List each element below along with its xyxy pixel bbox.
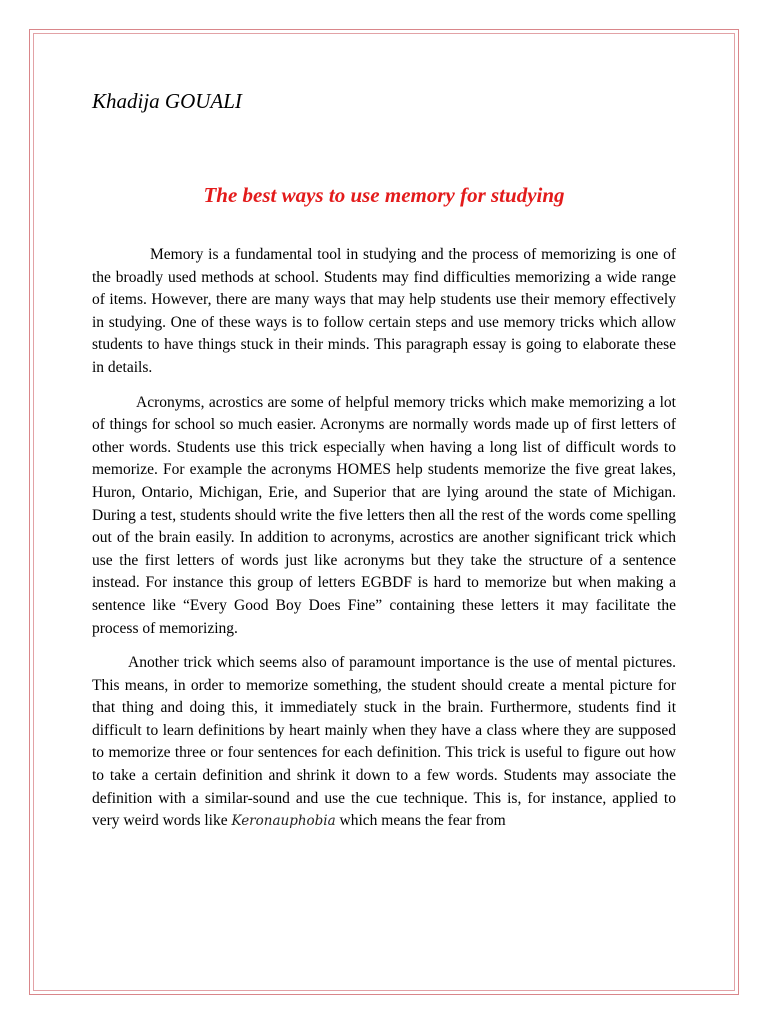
italic-term-keronauphobia: Keronauphobia <box>231 813 336 830</box>
paragraph-1: Memory is a fundamental tool in studying and the process of memorizing is one of the broadly used methods at school. Students may find difficulties memorizing a wide range of items. However, there are many ways that may help students use their memory effectively in studying. One of these ways is to follow certain steps and use memory tricks which allow students to have things stuck in their minds. This paragraph essay is going to elaborate these in details. <box>92 246 676 376</box>
author-name: Khadija GOUALI <box>92 89 242 113</box>
essay-title: The best ways to use memory for studying <box>203 183 565 207</box>
paragraph-3 <box>92 652 676 833</box>
document-content <box>92 86 676 833</box>
paragraph-3-text-before: Another trick which seems also of paramount importance is the use of mental pictures. This means, in order to memorize something, the student should create a mental picture for that thing and doing this, it immediately stuck in the brain. Furthermore, students find it difficult to learn definitions by heart mainly when they have a class where they are supposed to memorize three or four sentences for each definition. This trick is useful to figure out how to take a certain definition and shrink it down to a few words. Students may associate the definition with a similar-sound and use the cue technique. This is, for instance, applied to very weird words like <box>92 654 676 830</box>
paragraph-3-text-after: which means the fear from <box>339 812 506 830</box>
paragraph-2: Acronyms, acrostics are some of helpful memory tricks which make memorizing a lot of things for school so much easier. Acronyms are normally words made up of first letters of other words. Students use this trick especially when having a long list of difficult words to memorize. For example the acronyms HOMES help students memorize the five great lakes, Huron, Ontario, Michigan, Erie, and Superior that are lying around the state of Michigan. During a test, students should write the five letters then all the rest of the words come spelling out of the brain easily. In addition to acronyms, acrostics are another significant trick which use the first letters of words just like acronyms but they take the structure of a sentence instead. For instance this group of letters EGBDF is hard to memorize but when making a sentence like “Every Good Boy Does Fine” containing these letters it may facilitate the process of memorizing. <box>92 393 676 637</box>
